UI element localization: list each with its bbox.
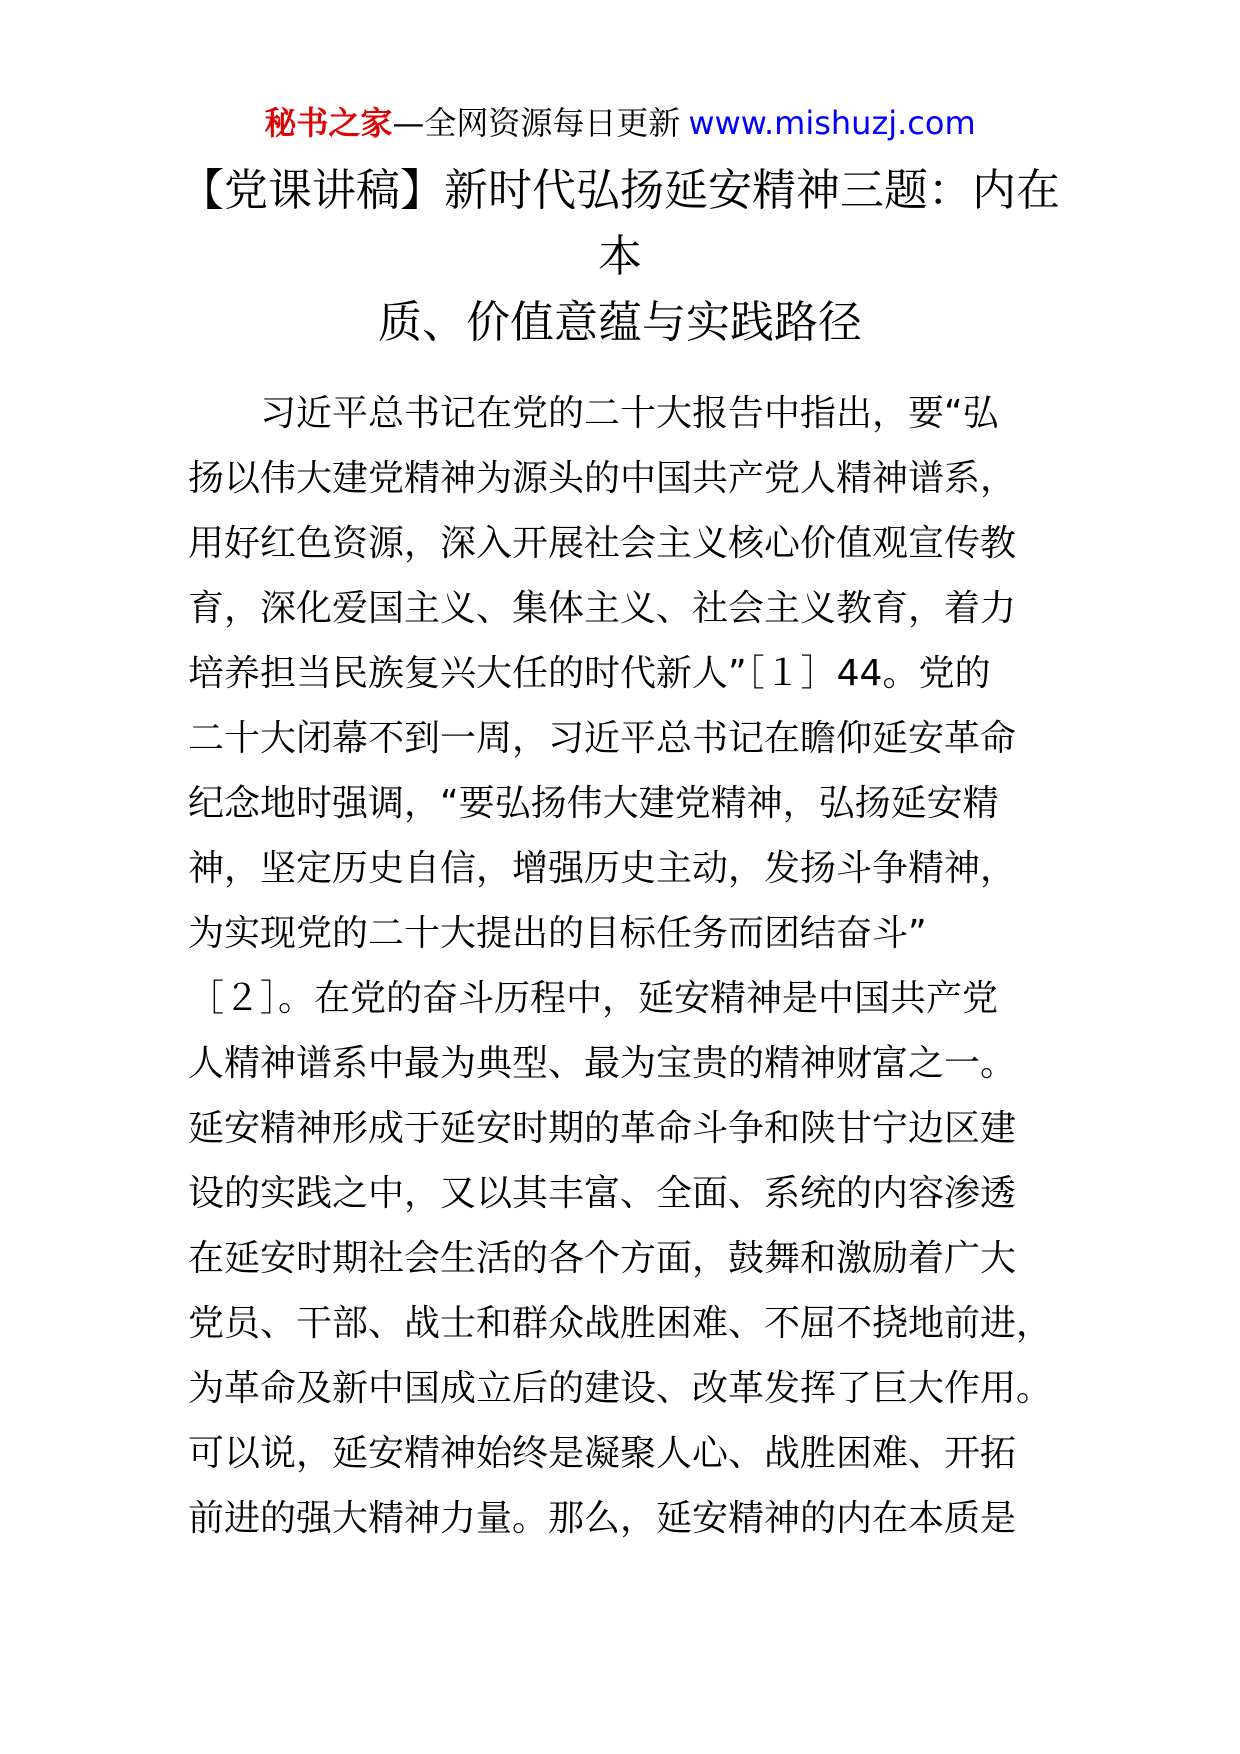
body-line: 可以说，延安精神始终是凝聚人心、战胜困难、开拓 [188, 1433, 1017, 1474]
body-line: 人精神谱系中最为典型、最为宝贵的精神财富之一。 [188, 1043, 1017, 1084]
body-line: 纪念地时强调，“要弘扬伟大建党精神，弘扬延安精 [188, 783, 999, 824]
document-body [188, 381, 1088, 1551]
site-header [0, 100, 1240, 146]
site-name: 秘书之家 [264, 104, 393, 142]
title-line: 【党课讲稿】新时代弘扬延安精神三题：内在本 [180, 165, 1060, 282]
title-line: 质、价值意蕴与实践路径 [378, 297, 862, 348]
body-line: 为革命及新中国成立后的建设、改革发挥了巨大作用。 [188, 1368, 1053, 1409]
body-line: 用好红色资源，深入开展社会主义核心价值观宣传教 [188, 523, 1017, 564]
body-line: 二十大闭幕不到一周，习近平总书记在瞻仰延安革命 [188, 718, 1017, 759]
site-url-link[interactable]: www.mishuzj.com [688, 104, 976, 142]
site-slogan: —全网资源每日更新 [392, 104, 681, 142]
body-line: 神，坚定历史自信，增强历史主动，发扬斗争精神， [188, 848, 1017, 889]
body-line: 习近平总书记在党的二十大报告中指出，要“弘 [188, 393, 999, 434]
body-line: 在延安时期社会生活的各个方面，鼓舞和激励着广大 [188, 1238, 1017, 1279]
body-line: 前进的强大精神力量。那么，延安精神的内在本质是 [188, 1498, 1017, 1539]
body-line: ［２］。在党的奋斗历程中，延安精神是中国共产党 [188, 978, 999, 1019]
document-title [180, 158, 1060, 356]
body-line: 为实现党的二十大提出的目标任务而团结奋斗” [188, 913, 927, 954]
body-line: 党员、干部、战士和群众战胜困难、不屈不挠地前进， [188, 1303, 1053, 1344]
body-line: 延安精神形成于延安时期的革命斗争和陕甘宁边区建 [188, 1108, 1017, 1149]
body-line: 扬以伟大建党精神为源头的中国共产党人精神谱系， [188, 458, 1017, 499]
body-line: 育，深化爱国主义、集体主义、社会主义教育，着力 [188, 588, 1017, 629]
body-line: 设的实践之中，又以其丰富、全面、系统的内容渗透 [188, 1173, 1017, 1214]
body-line: 培养担当民族复兴大任的时代新人”［１］44。党的 [188, 653, 991, 694]
